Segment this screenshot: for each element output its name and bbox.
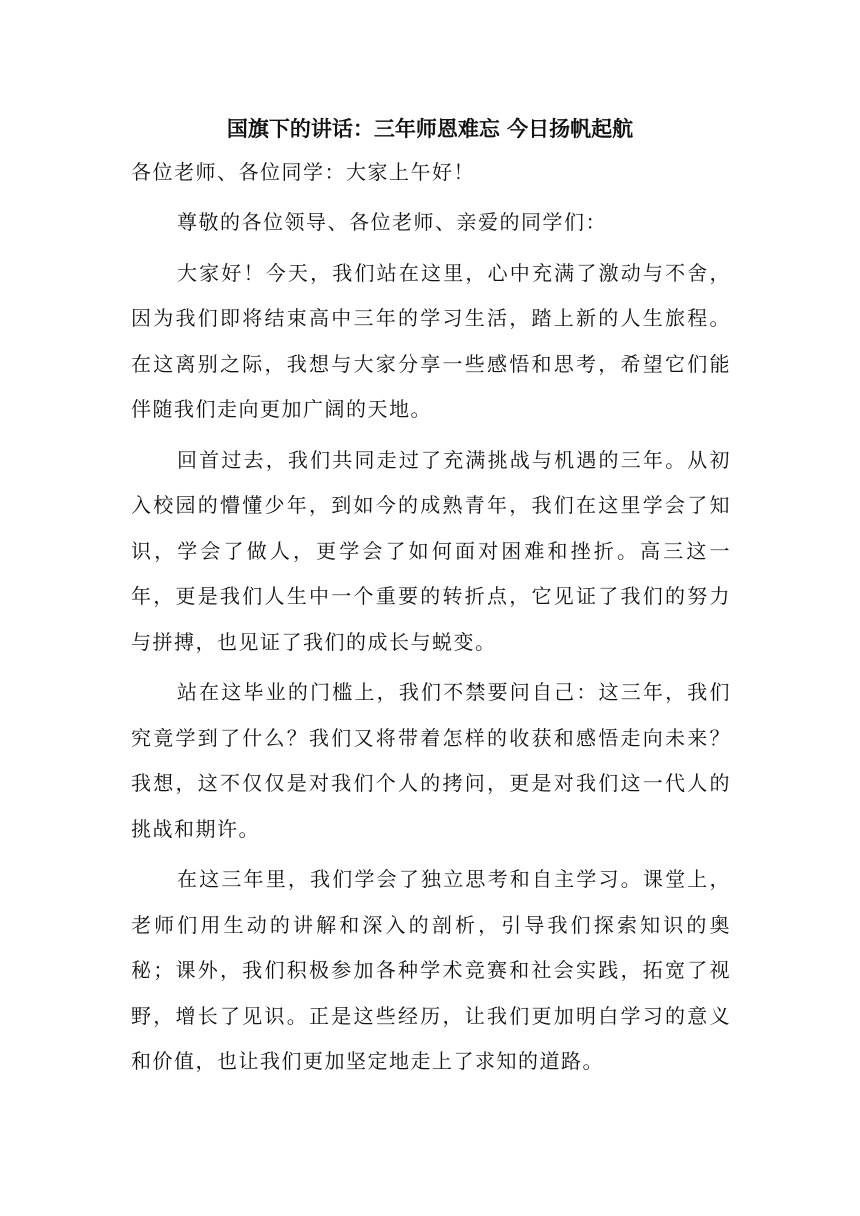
paragraph-looking-back: 回首过去，我们共同走过了充满挑战与机遇的三年。从初入校园的懵懂少年，到如今的成熟青年，我们在这里学会了知识，学会了做人，更学会了如何面对困难和挫折。高三这一年，更是我们人生中一个重要的转折点，它见证了我们的努力与拼搏，也见证了我们的成长与蜕变。 [131,447,731,654]
paragraph-opening: 大家好！今天，我们站在这里，心中充满了激动与不舍，因为我们即将结束高中三年的学习生活，踏上新的人生旅程。在这离别之际，我想与大家分享一些感悟和思考，希望它们能伴随我们走向更加广阔的天地。 [131,260,731,421]
document-body [131,200,731,1090]
paragraph-learning: 在这三年里，我们学会了独立思考和自主学习。课堂上，老师们用生动的讲解和深入的剖析，引导我们探索知识的奥秘；课外，我们积极参加各种学术竞赛和社会实践，拓宽了视野，增长了见识。正是这些经历，让我们更加明白学习的意义和价值，也让我们更加坚定地走上了求知的道路。 [131,867,731,1073]
salutation-line: 各位老师、各位同学：大家上午好！ [131,160,475,184]
paragraph-reflection: 站在这毕业的门槛上，我们不禁要问自己：这三年，我们究竟学到了什么？我们又将带着怎样的收获和感悟走向未来？我想，这不仅仅是对我们个人的拷问，更是对我们这一代人的挑战和期许。 [131,680,731,841]
paragraph-greeting: 尊敬的各位领导、各位老师、亲爱的同学们： [177,210,607,234]
document-title: 国旗下的讲话：三年师恩难忘 今日扬帆起航 [226,117,634,141]
